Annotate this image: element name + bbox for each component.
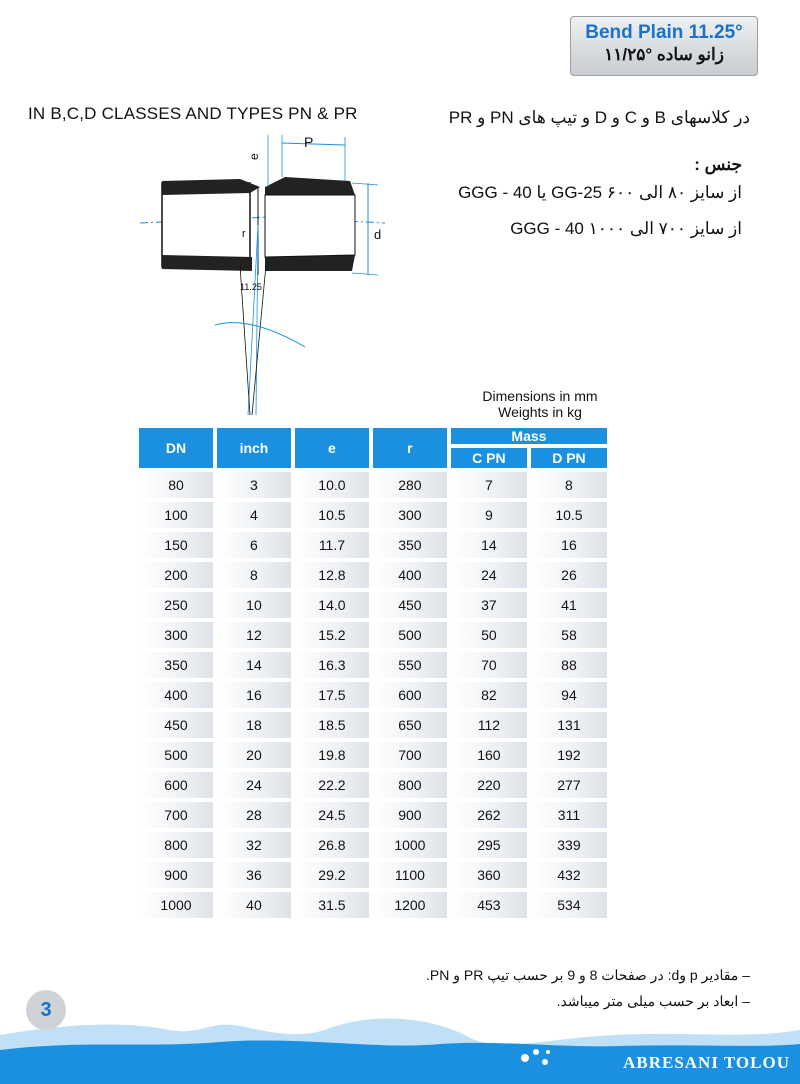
bend-diagram [140,125,400,415]
cell-r: 300 [373,502,447,528]
cell-cpn: 37 [451,592,527,618]
cell-inch: 6 [217,532,291,558]
cell-cpn: 70 [451,652,527,678]
cell-dn: 450 [139,712,213,738]
header-cpn: C PN [451,448,527,468]
cell-e: 19.8 [295,742,369,768]
header-mass: Mass [451,428,607,444]
cell-dpn: 88 [531,652,607,678]
cell-inch: 36 [217,862,291,888]
cell-e: 10.0 [295,472,369,498]
table-row [139,892,607,918]
cell-e: 31.5 [295,892,369,918]
table-body [139,472,607,918]
cell-inch: 3 [217,472,291,498]
cell-inch: 32 [217,832,291,858]
cell-cpn: 7 [451,472,527,498]
header-dn: DN [139,428,213,468]
cell-e: 26.8 [295,832,369,858]
cell-cpn: 112 [451,712,527,738]
cell-e: 14.0 [295,592,369,618]
cell-dn: 400 [139,682,213,708]
page-title: Bend Plain 11.25° [585,22,743,43]
cell-inch: 40 [217,892,291,918]
cell-r: 600 [373,682,447,708]
cell-dpn: 16 [531,532,607,558]
table-row [139,772,607,798]
header-inch: inch [217,428,291,468]
bubble-icon [546,1050,550,1054]
dimensions-table [135,424,611,922]
cell-inch: 20 [217,742,291,768]
bubble-icon [533,1049,539,1055]
cell-r: 1100 [373,862,447,888]
cell-inch: 8 [217,562,291,588]
cell-cpn: 220 [451,772,527,798]
cell-dn: 250 [139,592,213,618]
cell-r: 350 [373,532,447,558]
cell-dn: 150 [139,532,213,558]
table-row [139,802,607,828]
table-row [139,562,607,588]
cell-cpn: 50 [451,622,527,648]
table-row [139,592,607,618]
cell-r: 400 [373,562,447,588]
cell-e: 24.5 [295,802,369,828]
table-row [139,622,607,648]
note-2: – ابعاد بر حسب میلی متر میباشد. [556,993,750,1009]
cell-e: 18.5 [295,712,369,738]
cell-r: 1000 [373,832,447,858]
cell-cpn: 453 [451,892,527,918]
subtitle-en: IN B,C,D CLASSES AND TYPES PN & PR [28,104,358,123]
cell-dpn: 192 [531,742,607,768]
table-row [139,472,607,498]
cell-dpn: 58 [531,622,607,648]
cell-dn: 900 [139,862,213,888]
cell-dn: 500 [139,742,213,768]
cell-r: 450 [373,592,447,618]
cell-cpn: 360 [451,862,527,888]
page-title-fa: زانو ساده °۱۱/۲۵ [604,45,724,64]
cell-e: 11.7 [295,532,369,558]
cell-r: 550 [373,652,447,678]
cell-dpn: 534 [531,892,607,918]
material-line-2: از سایز ۷۰۰ الی ۱۰۰۰ GGG - 40 [510,219,742,238]
label-angle: 11.25 [240,282,262,292]
cell-inch: 10 [217,592,291,618]
cell-dpn: 277 [531,772,607,798]
table-row [139,682,607,708]
label-r: r [242,228,246,240]
cell-r: 800 [373,772,447,798]
cell-dpn: 8 [531,472,607,498]
cell-e: 22.2 [295,772,369,798]
title-box [570,16,758,76]
material-line-1: از سایز ۸۰ الی ۶۰۰ GG-25 یا GGG - 40 [458,183,742,202]
label-p: P [304,134,314,150]
cell-cpn: 82 [451,682,527,708]
cell-e: 29.2 [295,862,369,888]
cell-dpn: 311 [531,802,607,828]
cell-dpn: 26 [531,562,607,588]
units-weights: Weights in kg [498,404,582,420]
cell-dpn: 131 [531,712,607,738]
cell-r: 1200 [373,892,447,918]
cell-dn: 700 [139,802,213,828]
header-e: e [295,428,369,468]
cell-r: 650 [373,712,447,738]
cell-r: 900 [373,802,447,828]
cell-cpn: 14 [451,532,527,558]
cell-r: 280 [373,472,447,498]
cell-cpn: 24 [451,562,527,588]
cell-inch: 18 [217,712,291,738]
cell-e: 16.3 [295,652,369,678]
header-dpn: D PN [531,448,607,468]
note-1: – مقادیر p وd: در صفحات 8 و 9 بر حسب تیپ PR و PN. [426,967,750,983]
header-r: r [373,428,447,468]
material-title: جنس : [694,155,742,174]
page-number: 3 [26,990,66,1030]
cell-dn: 100 [139,502,213,528]
cell-r: 700 [373,742,447,768]
cell-cpn: 295 [451,832,527,858]
table-row [139,502,607,528]
cell-inch: 24 [217,772,291,798]
cell-dpn: 41 [531,592,607,618]
cell-dn: 200 [139,562,213,588]
cell-inch: 4 [217,502,291,528]
units-label [470,388,610,420]
cell-cpn: 160 [451,742,527,768]
subtitle-fa: در کلاسهای B و C و D و تیپ های PN و PR [448,108,750,127]
cell-dpn: 432 [531,862,607,888]
cell-e: 17.5 [295,682,369,708]
table-row [139,532,607,558]
table-row [139,832,607,858]
cell-dn: 600 [139,772,213,798]
cell-dn: 1000 [139,892,213,918]
cell-inch: 28 [217,802,291,828]
cell-e: 10.5 [295,502,369,528]
cell-e: 15.2 [295,622,369,648]
cell-inch: 14 [217,652,291,678]
cell-dn: 800 [139,832,213,858]
cell-inch: 16 [217,682,291,708]
cell-dn: 350 [139,652,213,678]
bubble-icon [521,1054,529,1062]
cell-r: 500 [373,622,447,648]
cell-inch: 12 [217,622,291,648]
table-row [139,712,607,738]
cell-e: 12.8 [295,562,369,588]
cell-dn: 300 [139,622,213,648]
cell-dn: 80 [139,472,213,498]
table-row [139,742,607,768]
cell-dpn: 94 [531,682,607,708]
table-row [139,652,607,678]
units-dimensions: Dimensions in mm [482,388,598,404]
brand-name: ABRESANI TOLOU [623,1053,790,1072]
label-e: e [247,153,261,160]
cell-dpn: 10.5 [531,502,607,528]
cell-cpn: 9 [451,502,527,528]
cell-dpn: 339 [531,832,607,858]
label-d: d [374,227,382,242]
bubble-icon [542,1059,548,1065]
cell-cpn: 262 [451,802,527,828]
table-row [139,862,607,888]
